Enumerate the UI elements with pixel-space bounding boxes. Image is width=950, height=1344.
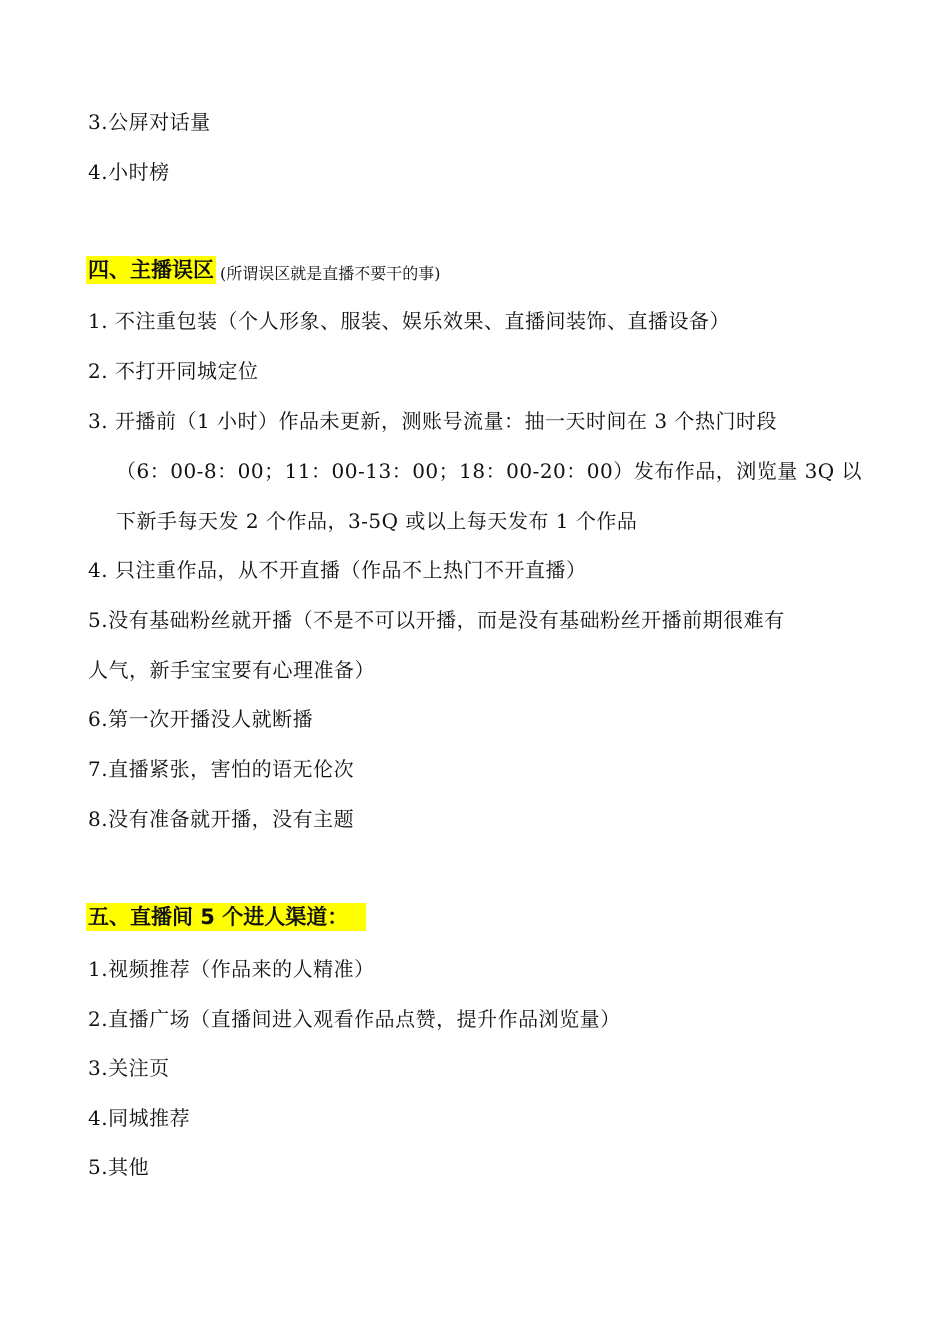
list-item: 4.小时榜 <box>88 160 170 184</box>
list-item: 3.关注页 <box>88 1056 170 1080</box>
list-item: 7.直播紧张，害怕的语无伦次 <box>88 757 355 781</box>
list-item: 2. 不打开同城定位 <box>88 359 259 383</box>
section-title: 四、主播误区 <box>88 258 214 282</box>
list-item: 3. 开播前（1 小时）作品未更新，测账号流量：抽一天时间在 3 个热门时段 <box>88 409 777 433</box>
list-item: 4.同城推荐 <box>88 1106 191 1130</box>
list-item: 3.公屏对话量 <box>88 110 211 134</box>
list-item: 6.第一次开播没人就断播 <box>88 707 314 731</box>
section-heading-4 <box>86 255 441 289</box>
list-item-continuation: 下新手每天发 2 个作品，3-5Q 或以上每天发布 1 个作品 <box>116 509 638 533</box>
list-item: 2.直播广场（直播间进入观看作品点赞，提升作品浏览量） <box>88 1007 621 1031</box>
section-heading-5 <box>86 902 366 932</box>
list-item: 5.没有基础粉丝就开播（不是不可以开播，而是没有基础粉丝开播前期很难有 <box>88 608 785 632</box>
list-item-continuation: 人气，新手宝宝要有心理准备） <box>88 658 375 682</box>
list-item: 1. 不注重包装（个人形象、服装、娱乐效果、直播间装饰、直播设备） <box>88 309 730 333</box>
list-item: 8.没有准备就开播，没有主题 <box>88 807 355 831</box>
section-title: 五、直播间 5 个进人渠道： <box>86 903 366 931</box>
list-item: 1.视频推荐（作品来的人精准） <box>88 957 375 981</box>
list-item: 4. 只注重作品，从不开直播（作品不上热门不开直播） <box>88 558 587 582</box>
list-item-continuation: （6：00-8：00；11：00-13：00；18：00-20：00）发布作品，浏览量 3Q 以 <box>116 459 863 483</box>
section-note: (所谓误区就是直播不要干的事) <box>220 264 441 283</box>
list-item: 5.其他 <box>88 1155 150 1179</box>
